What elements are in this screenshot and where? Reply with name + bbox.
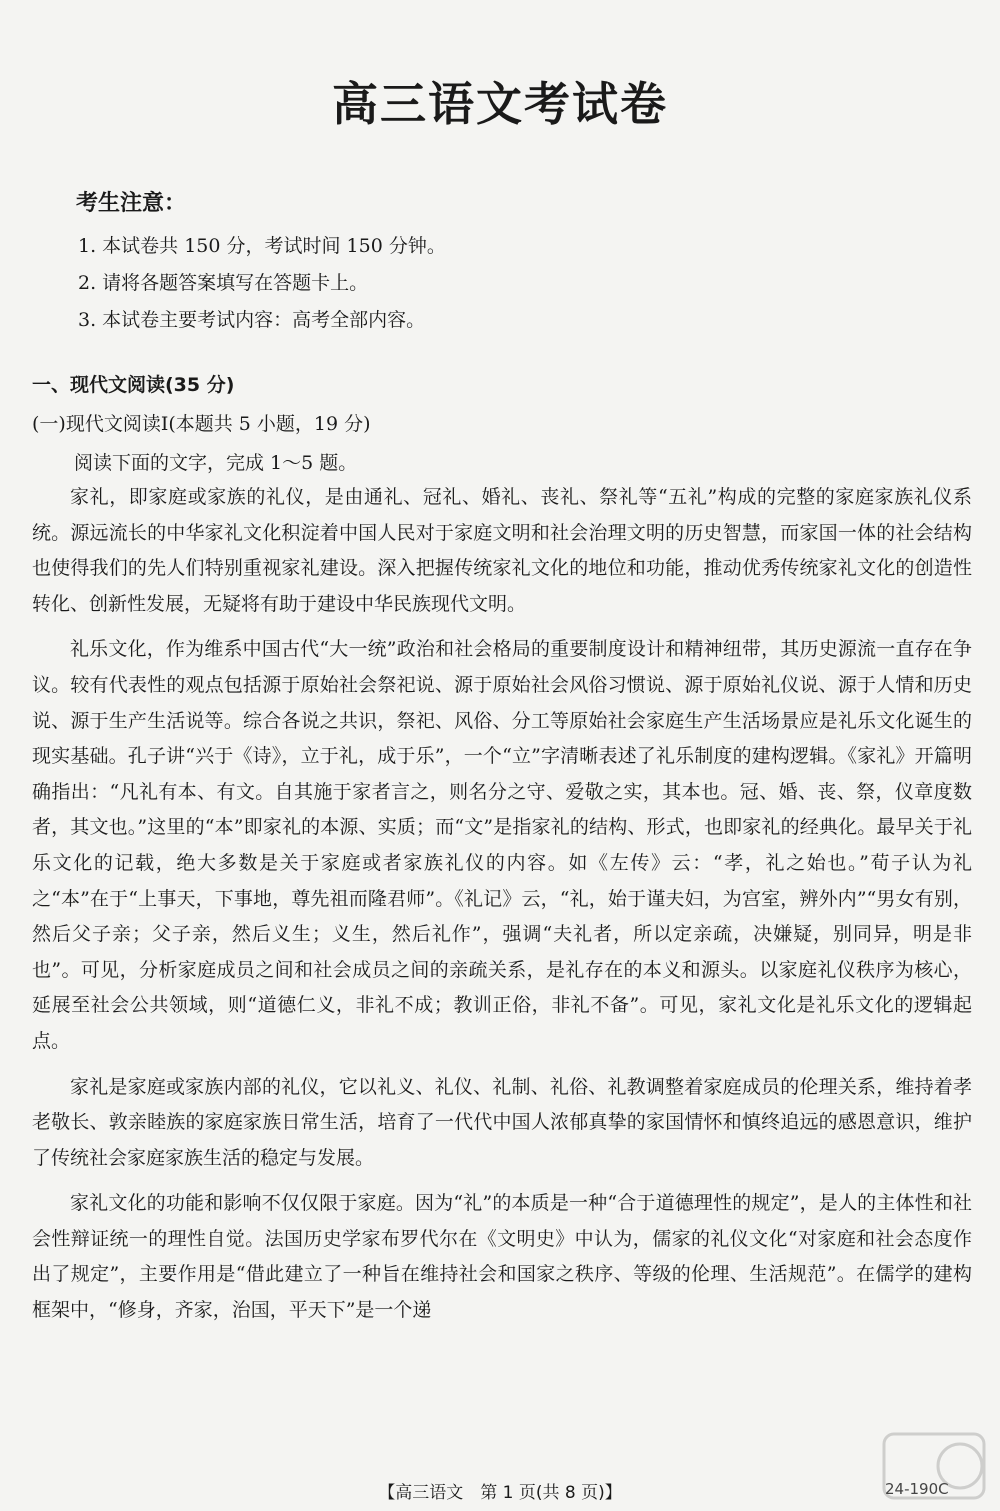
reading-instruction: 阅读下面的文字，完成 1～5 题。	[74, 452, 358, 474]
exam-code: 24-190C	[885, 1480, 949, 1498]
passage-paragraph: 家礼是家庭或家族内部的礼仪，它以礼义、礼仪、礼制、礼俗、礼教调整着家庭成员的伦理关系，维持着孝老敬长、敦亲睦族的家庭家族日常生活，培育了一代代中国人浓郁真挚的家国情怀和慎终追远的感恩意识，维护了传统社会家庭家族生活的稳定与发展。	[32, 1075, 972, 1169]
passage-paragraph: 家礼文化的功能和影响不仅仅限于家庭。因为“礼”的本质是一种“合于道德理性的规定”，是人的主体性和社会性辩证统一的理性自觉。法国历史学家布罗代尔在《文明史》中认为，儒家的礼仪文化“对家庭和社会态度作出了规定”，主要作用是“借此建立了一种旨在维持社会和国家之秩序、等级的伦理、生活规范”。在儒学的建构框架中，“修身，齐家，治国，平天下”是一个递	[32, 1192, 972, 1322]
passage-paragraph: 家礼，即家庭或家族的礼仪，是由通礼、冠礼、婚礼、丧礼、祭礼等“五礼”构成的完整的家庭家族礼仪系统。源远流长的中华家礼文化积淀着中国人民对于家庭文明和社会治理文明的历史智慧，而家国一体的社会结构也使得我们的先人们特别重视家礼建设。深入把握传统家礼文化的地位和功能，推动优秀传统家礼文化的创造性转化、创新性发展，无疑将有助于建设中华民族现代文明。	[32, 486, 972, 615]
notice-item: 1. 本试卷共 150 分，考试时间 150 分钟。	[78, 235, 446, 257]
page-footer: 【高三语文 第 1 页(共 8 页)】	[378, 1483, 622, 1503]
notice-heading: 考生注意：	[76, 191, 187, 216]
passage-paragraph: 礼乐文化，作为维系中国古代“大一统”政治和社会格局的重要制度设计和精神纽带，其历史源流一直存在争议。较有代表性的观点包括源于原始社会祭祀说、源于原始社会风俗习惯说、源于原始礼仪说、源于人情和历史说、源于生产生活说等。综合各说之共识，祭祀、风俗、分工等原始社会家庭生产生活场景应是礼乐文化诞生的现实基础。孔子讲“兴于《诗》，立于礼，成于乐”，一个“立”字清晰表述了礼乐制度的建构逻辑。《家礼》开篇明确指出：“凡礼有本、有文。自其施于家者言之，则名分之守、爱敬之实，其本也。冠、婚、丧、祭，仪章度数者，其文也。”这里的“本”即家礼的本源、实质；而“文”是指家礼的结构、形式，也即家礼的经典化。最早关于礼乐文化的记载，绝大多数是关于家庭或者家族礼仪的内容。如《左传》云：“孝，礼之始也。”荀子认为礼之“本”在于“上事天，下事地，尊先祖而隆君师”。《礼记》云，“礼，始于谨夫妇，为宫室，辨外内”“男女有别，然后父子亲；父子亲，然后义生；义生，然后礼作”，强调“夫礼者，所以定亲疏，决嫌疑，别同异，明是非也”。可见，分析家庭成员之间和社会成员之间的亲疏关系，是礼存在的本义和源头。以家庭礼仪秩序为核心，延展至社会公共领域，则“道德仁义，非礼不成；教训正俗，非礼不备”。可见，家礼文化是礼乐文化的逻辑起点。	[32, 638, 972, 1052]
notice-item: 3. 本试卷主要考试内容：高考全部内容。	[78, 309, 426, 331]
subsection-heading: (一)现代文阅读Ⅰ(本题共 5 小题，19 分)	[32, 413, 371, 435]
notice-list	[78, 228, 446, 339]
section-heading: 一、现代文阅读(35 分)	[32, 374, 235, 396]
exam-title: 高三语文考试卷	[332, 77, 668, 131]
notice-item: 2. 请将各题答案填写在答题卡上。	[78, 272, 369, 294]
reading-passage	[32, 480, 972, 1339]
